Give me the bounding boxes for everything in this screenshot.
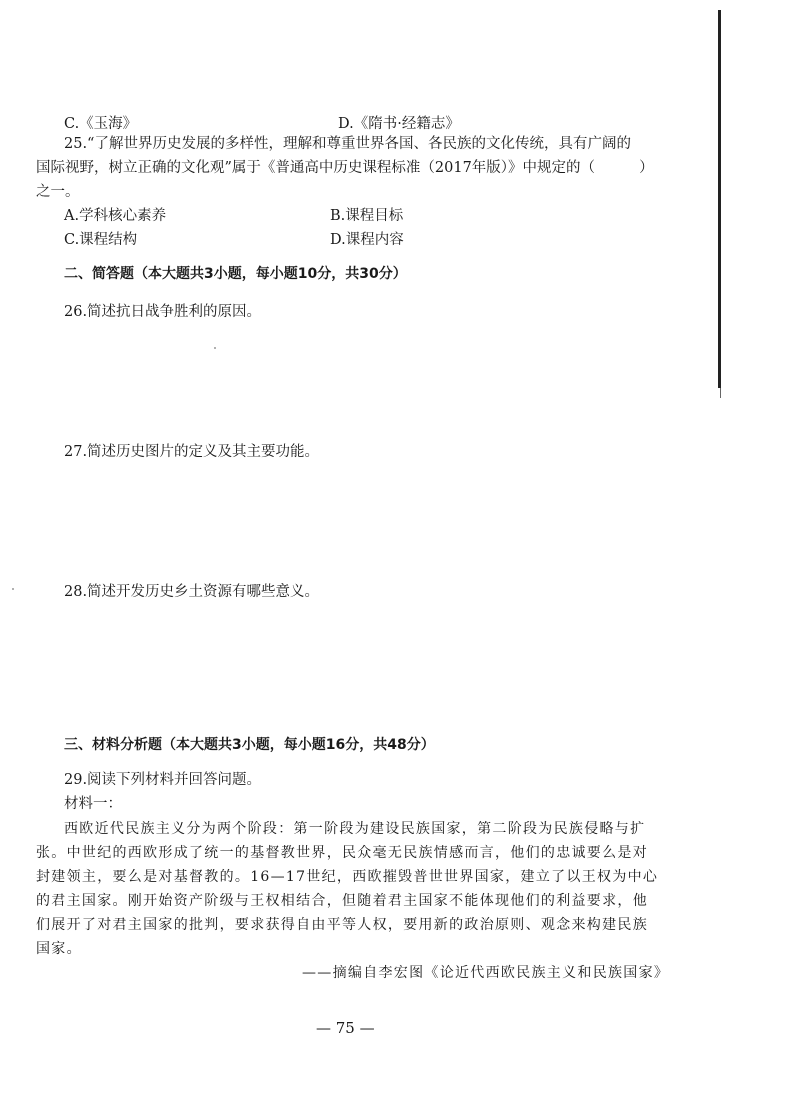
material-line: 封建领主，要么是对基督教的。16—17世纪，西欧摧毁普世世界国家，建立了以王权为中心 xyxy=(36,869,659,885)
question-29: 29.阅读下列材料并回答问题。 xyxy=(64,772,262,788)
material-line: 们展开了对君主国家的批判，要求获得自由平等人权，要用新的政治原则、观念来构建民族 xyxy=(36,917,648,933)
question-27: 27.简述历史图片的定义及其主要功能。 xyxy=(64,444,320,460)
q25-stem-line1: 25.“了解世界历史发展的多样性，理解和尊重世界各国、各民族的文化传统，具有广阔的 xyxy=(64,136,631,152)
material-1-label: 材料一： xyxy=(64,796,122,812)
page-number: — 75 — xyxy=(316,1019,375,1037)
q25-option-a: A.学科核心素养 xyxy=(64,208,167,224)
material-line: 国家。 xyxy=(36,941,82,957)
q25-stem-line3: 之一。 xyxy=(36,184,80,200)
q25-option-b: B.课程目标 xyxy=(330,208,404,224)
material-line: 的君主国家。刚开始资产阶级与王权相结合，但随着君主国家不能体现他们的利益要求，他 xyxy=(36,893,648,909)
scan-speck xyxy=(214,347,216,349)
q25-option-d: D.课程内容 xyxy=(330,232,404,248)
question-28: 28.简述开发历史乡土资源有哪些意义。 xyxy=(64,584,320,600)
q24-option-c: C.《玉海》 xyxy=(64,116,138,132)
scan-speck xyxy=(12,588,14,590)
q25-option-c: C.课程结构 xyxy=(64,232,138,248)
material-line: 西欧近代民族主义分为两个阶段：第一阶段为建设民族国家，第二阶段为民族侵略与扩 xyxy=(64,821,646,837)
scan-binding-edge xyxy=(718,10,721,388)
section-2-title: 二、简答题（本大题共3小题，每小题10分，共30分） xyxy=(64,266,407,282)
q25-stem-line2: 国际视野，树立正确的文化观”属于《普通高中历史课程标准（2017年版）》中规定的（ ） xyxy=(36,160,654,176)
scan-binding-edge-tail xyxy=(720,388,721,398)
material-source: ——摘编自李宏图《论近代西欧民族主义和民族国家》 xyxy=(302,965,670,981)
section-3-title: 三、材料分析题（本大题共3小题，每小题16分，共48分） xyxy=(64,737,435,753)
q24-option-d: D.《隋书·经籍志》 xyxy=(338,116,460,132)
material-line: 张。中世纪的西欧形成了统一的基督教世界，民众毫无民族情感而言，他们的忠诚要么是对 xyxy=(36,845,648,861)
question-26: 26.简述抗日战争胜利的原因。 xyxy=(64,304,262,320)
